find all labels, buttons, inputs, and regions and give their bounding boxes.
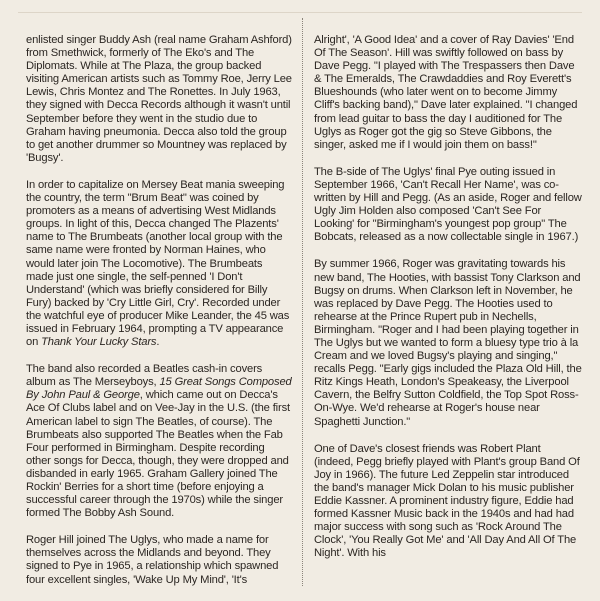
paragraph: The band also recorded a Beatles cash-in covers album as The Merseyboys, 15 Great Songs Composed By John Paul & George, which came out on Decca's Ace Of Clubs label and on Vee-Jay in the U.S. (the first American label to sign The Beatles, of course). The Brumbeats also supported The Beatles when the Fab Four performed in Birmingham. Despite recording other songs for Decca, though, they were dropped and disbanded in early 1965. Graham Gallery joined The Rockin' Berries for a short time (before enjoying a successful career through the 1970s) while the singer formed The Bobby Ash Sound. <box>26 363 292 520</box>
right-column <box>314 34 582 574</box>
paragraph: In order to capitalize on Mersey Beat mania sweeping the country, the term "Brum Beat" was coined by promoters as a means of advertising West Midlands groups. In light of this, Decca changed The Plazents' name to The Brumbeats (another local group with the same name were fronted by Norman Haines, who would later join The Locomotive). The Brumbeats made just one single, the self-penned 'I Don't Understand' (which was briefly considered for Billy Fury) backed by 'Cry Little Girl, Cry'. Recorded under the watchful eye of producer Mike Leander, the 45 was issued in February 1964, prompting a TV appearance on Thank Your Lucky Stars. <box>26 178 290 349</box>
paragraph: Roger Hill joined The Uglys, who made a name for themselves across the Midlands and beyond. They signed to Pye in 1965, a relationship which spawned four excellent singles, 'Wake Up My Mind', 'It's <box>26 534 279 586</box>
album-title: 15 Great Songs Composed By John Paul & George <box>26 376 292 402</box>
paragraph: Alright', 'A Good Idea' and a cover of Ray Davies' 'End Of The Season'. Hill was swiftly followed on bass by Dave Pegg. "I played with The Trespassers then Dave & The Emeralds, The Crawdaddies and Roy Everett's Blueshounds (who later went on to become Jimmy Cliff's backing band)," Dave later explained. "I changed from lead guitar to bass the day I auditioned for The Uglys as Roger got the gig so Steve Gibbons, the singer, asked me if I would join them on bass!" <box>314 34 578 151</box>
paragraph: One of Dave's closest friends was Robert Plant (indeed, Pegg briefly played with Plant's group Band Of Joy in 1966). The future Led Zeppelin star introduced the band's manager Mick Dolan to his music publisher Eddie Kassner. A prominent industry figure, Eddie had formed Kassner Music back in the 1940s and had had major success with song such as 'Rock Around The Clock', 'You Really Got Me' and 'All Day And All Of The Night'. With his <box>314 442 580 560</box>
paragraph: enlisted singer Buddy Ash (real name Graham Ashford) from Smethwick, formerly of The Eko's and The Diplomats. While at The Plaza, the group backed visiting American artists such as Tommy Roe, Jerry Lee Lewis, Chris Montez and The Ronettes. In July 1963, they signed with Decca Records although it wasn't until September before they went in the studio due to Graham having pneumonia. Decca also told the group to get another drummer so Mountney was replaced by 'Bugsy'. <box>26 34 292 164</box>
paragraph: By summer 1966, Roger was gravitating towards his new band, The Hooties, with bassist Tony Clarkson and Bugsy on drums. When Clarkson left in November, he was replaced by Dave Pegg. The Hooties used to rehearse at the Prince Rupert pub in Nechells, Birmingham. "Roger and I had been playing together in The Uglys but we wanted to form a bluesy type trio à la Cream and we loved Bugsy's playing and singing," recalls Pegg. "Early gigs included the Plaza Old Hill, the Ritz Kings Heath, London's Speakeasy, the Liverpool Cavern, the Belfry Sutton Coldfield, the Top Spot Ross-On-Wye. We'd rehearse at Roger's house near Spaghetti Junction." <box>314 258 582 428</box>
tv-show-title: Thank Your Lucky Stars <box>41 336 157 349</box>
left-column <box>26 34 292 601</box>
top-edge <box>18 12 582 13</box>
column-divider <box>302 18 303 586</box>
paragraph: The B-side of The Uglys' final Pye outing issued in September 1966, 'Can't Recall Her Name', was co-written by Hill and Pegg. (As an aside, Roger and fellow Ugly Jim Holden also composed 'Can't See For Looking' for "Birmingham's youngest pop group" The Bobcats, released as a now collectable single in 1967.) <box>314 165 582 244</box>
